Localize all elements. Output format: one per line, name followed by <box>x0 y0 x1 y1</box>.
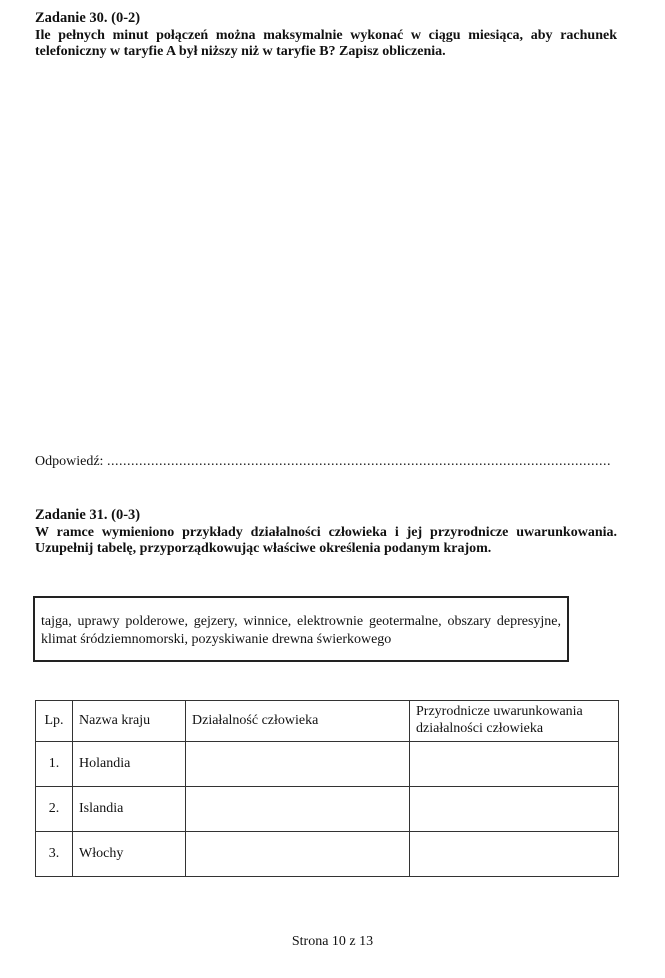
terms-text: tajga, uprawy polderowe, gejzery, winnice, elektrownie geotermalne, obszary depresyjne, klimat śródziemnomorski, pozyskiwanie drewna świerkowego <box>41 614 561 647</box>
table-row <box>36 742 619 787</box>
answer-label: Odpowiedź: <box>35 454 107 469</box>
country-name: Włochy <box>73 832 186 877</box>
table-header-row <box>36 701 619 742</box>
conditions-cell[interactable] <box>410 787 619 832</box>
conditions-cell[interactable] <box>410 832 619 877</box>
row-number: 3. <box>36 832 73 877</box>
activity-cell[interactable] <box>186 787 410 832</box>
task-30-question: Ile pełnych minut połączeń można maksymalnie wykonać w ciągu miesiąca, aby rachunek telefoniczny w taryfie A był niższy niż w taryfie B? Zapisz obliczenia. <box>35 28 617 59</box>
activity-cell[interactable] <box>186 832 410 877</box>
header-country: Nazwa kraju <box>73 701 186 742</box>
country-table <box>35 700 619 877</box>
page-number: Strona 10 z 13 <box>291 934 374 949</box>
task-31-question: W ramce wymieniono przykłady działalności człowieka i jej przyrodnicze uwarunkowania. Uzupełnij tabelę, przyporządkowując właściwe określenia podanym krajom. <box>35 525 617 556</box>
header-activity: Działalność człowieka <box>186 701 410 742</box>
task-31-title: Zadanie 31. (0-3) <box>35 507 141 523</box>
header-lp: Lp. <box>36 701 73 742</box>
task-30-title: Zadanie 30. (0-2) <box>35 10 141 26</box>
country-name: Islandia <box>73 787 186 832</box>
activity-cell[interactable] <box>186 742 410 787</box>
row-number: 1. <box>36 742 73 787</box>
country-name: Holandia <box>73 742 186 787</box>
row-number: 2. <box>36 787 73 832</box>
table-row <box>36 832 619 877</box>
terms-frame <box>33 596 569 662</box>
answer-line <box>35 454 617 470</box>
conditions-cell[interactable] <box>410 742 619 787</box>
answer-dots[interactable]: .............................................................................................................................. <box>106 454 611 469</box>
header-conditions: Przyrodnicze uwarunkowania działalności człowieka <box>410 701 619 742</box>
table-row <box>36 787 619 832</box>
